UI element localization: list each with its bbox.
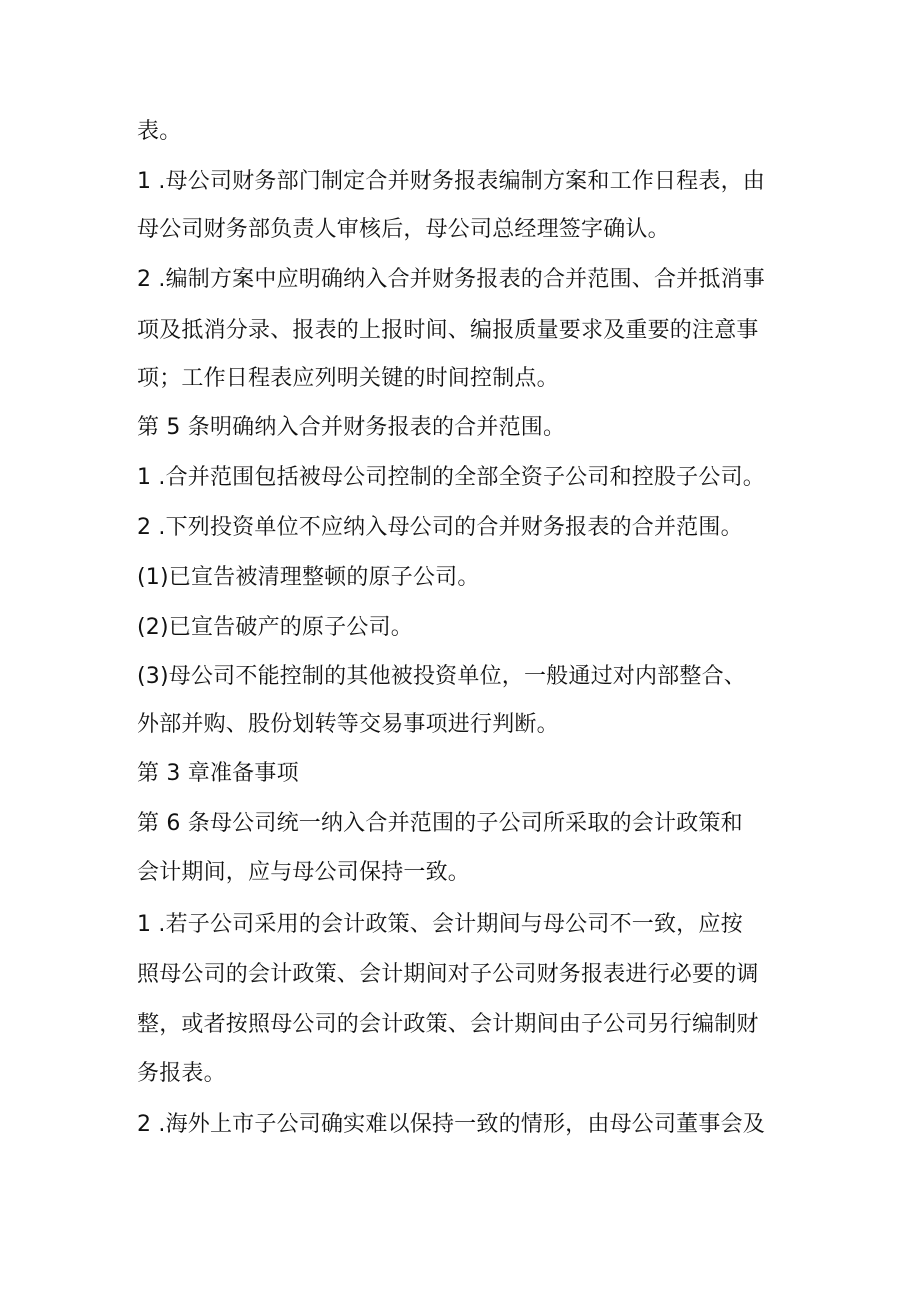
text-line: 1 .合并范围包括被母公司控制的全部全资子公司和控股子公司。: [137, 465, 765, 490]
text-line: 表。: [137, 119, 182, 144]
text-line: 照母公司的会计政策、会计期间对子公司财务报表进行必要的调: [137, 962, 759, 987]
text-line: 务报表。: [137, 1061, 226, 1086]
text-line: 2 .编制方案中应明确纳入合并财务报表的合并范围、合并抵消事: [137, 267, 765, 292]
text-line: 第 5 条明确纳入合并财务报表的合并范围。: [137, 415, 566, 440]
text-line: 会计期间，应与母公司保持一致。: [137, 860, 471, 885]
text-line: 第 6 条母公司统一纳入合并范围的子公司所采取的会计政策和: [137, 811, 743, 836]
text-line: 2 .海外上市子公司确实难以保持一致的情形，由母公司董事会及: [137, 1112, 765, 1137]
text-line: 2 .下列投资单位不应纳入母公司的合并财务报表的合并范围。: [137, 515, 743, 540]
text-line: 1 .母公司财务部门制定合并财务报表编制方案和工作日程表，由: [137, 169, 765, 194]
text-line: (3)母公司不能控制的其他被投资单位，一般通过对内部整合、: [137, 664, 746, 689]
text-line: 母公司财务部负责人审核后，母公司总经理签字确认。: [137, 217, 670, 242]
text-line: 项；工作日程表应列明关键的时间控制点。: [137, 366, 559, 391]
section-heading: 第 3 章准备事项: [137, 761, 299, 786]
text-line: 项及抵消分录、报表的上报时间、编报质量要求及重要的注意事: [137, 318, 759, 343]
text-line: (2)已宣告破产的原子公司。: [137, 615, 413, 640]
text-line: 1 .若子公司采用的会计政策、会计期间与母公司不一致，应按: [137, 912, 743, 937]
text-line: 外部并购、股份划转等交易事项进行判断。: [137, 712, 559, 737]
text-line: 整，或者按照母公司的会计政策、会计期间由子公司另行编制财: [137, 1012, 759, 1037]
text-line: (1)已宣告被清理整顿的原子公司。: [137, 565, 480, 590]
